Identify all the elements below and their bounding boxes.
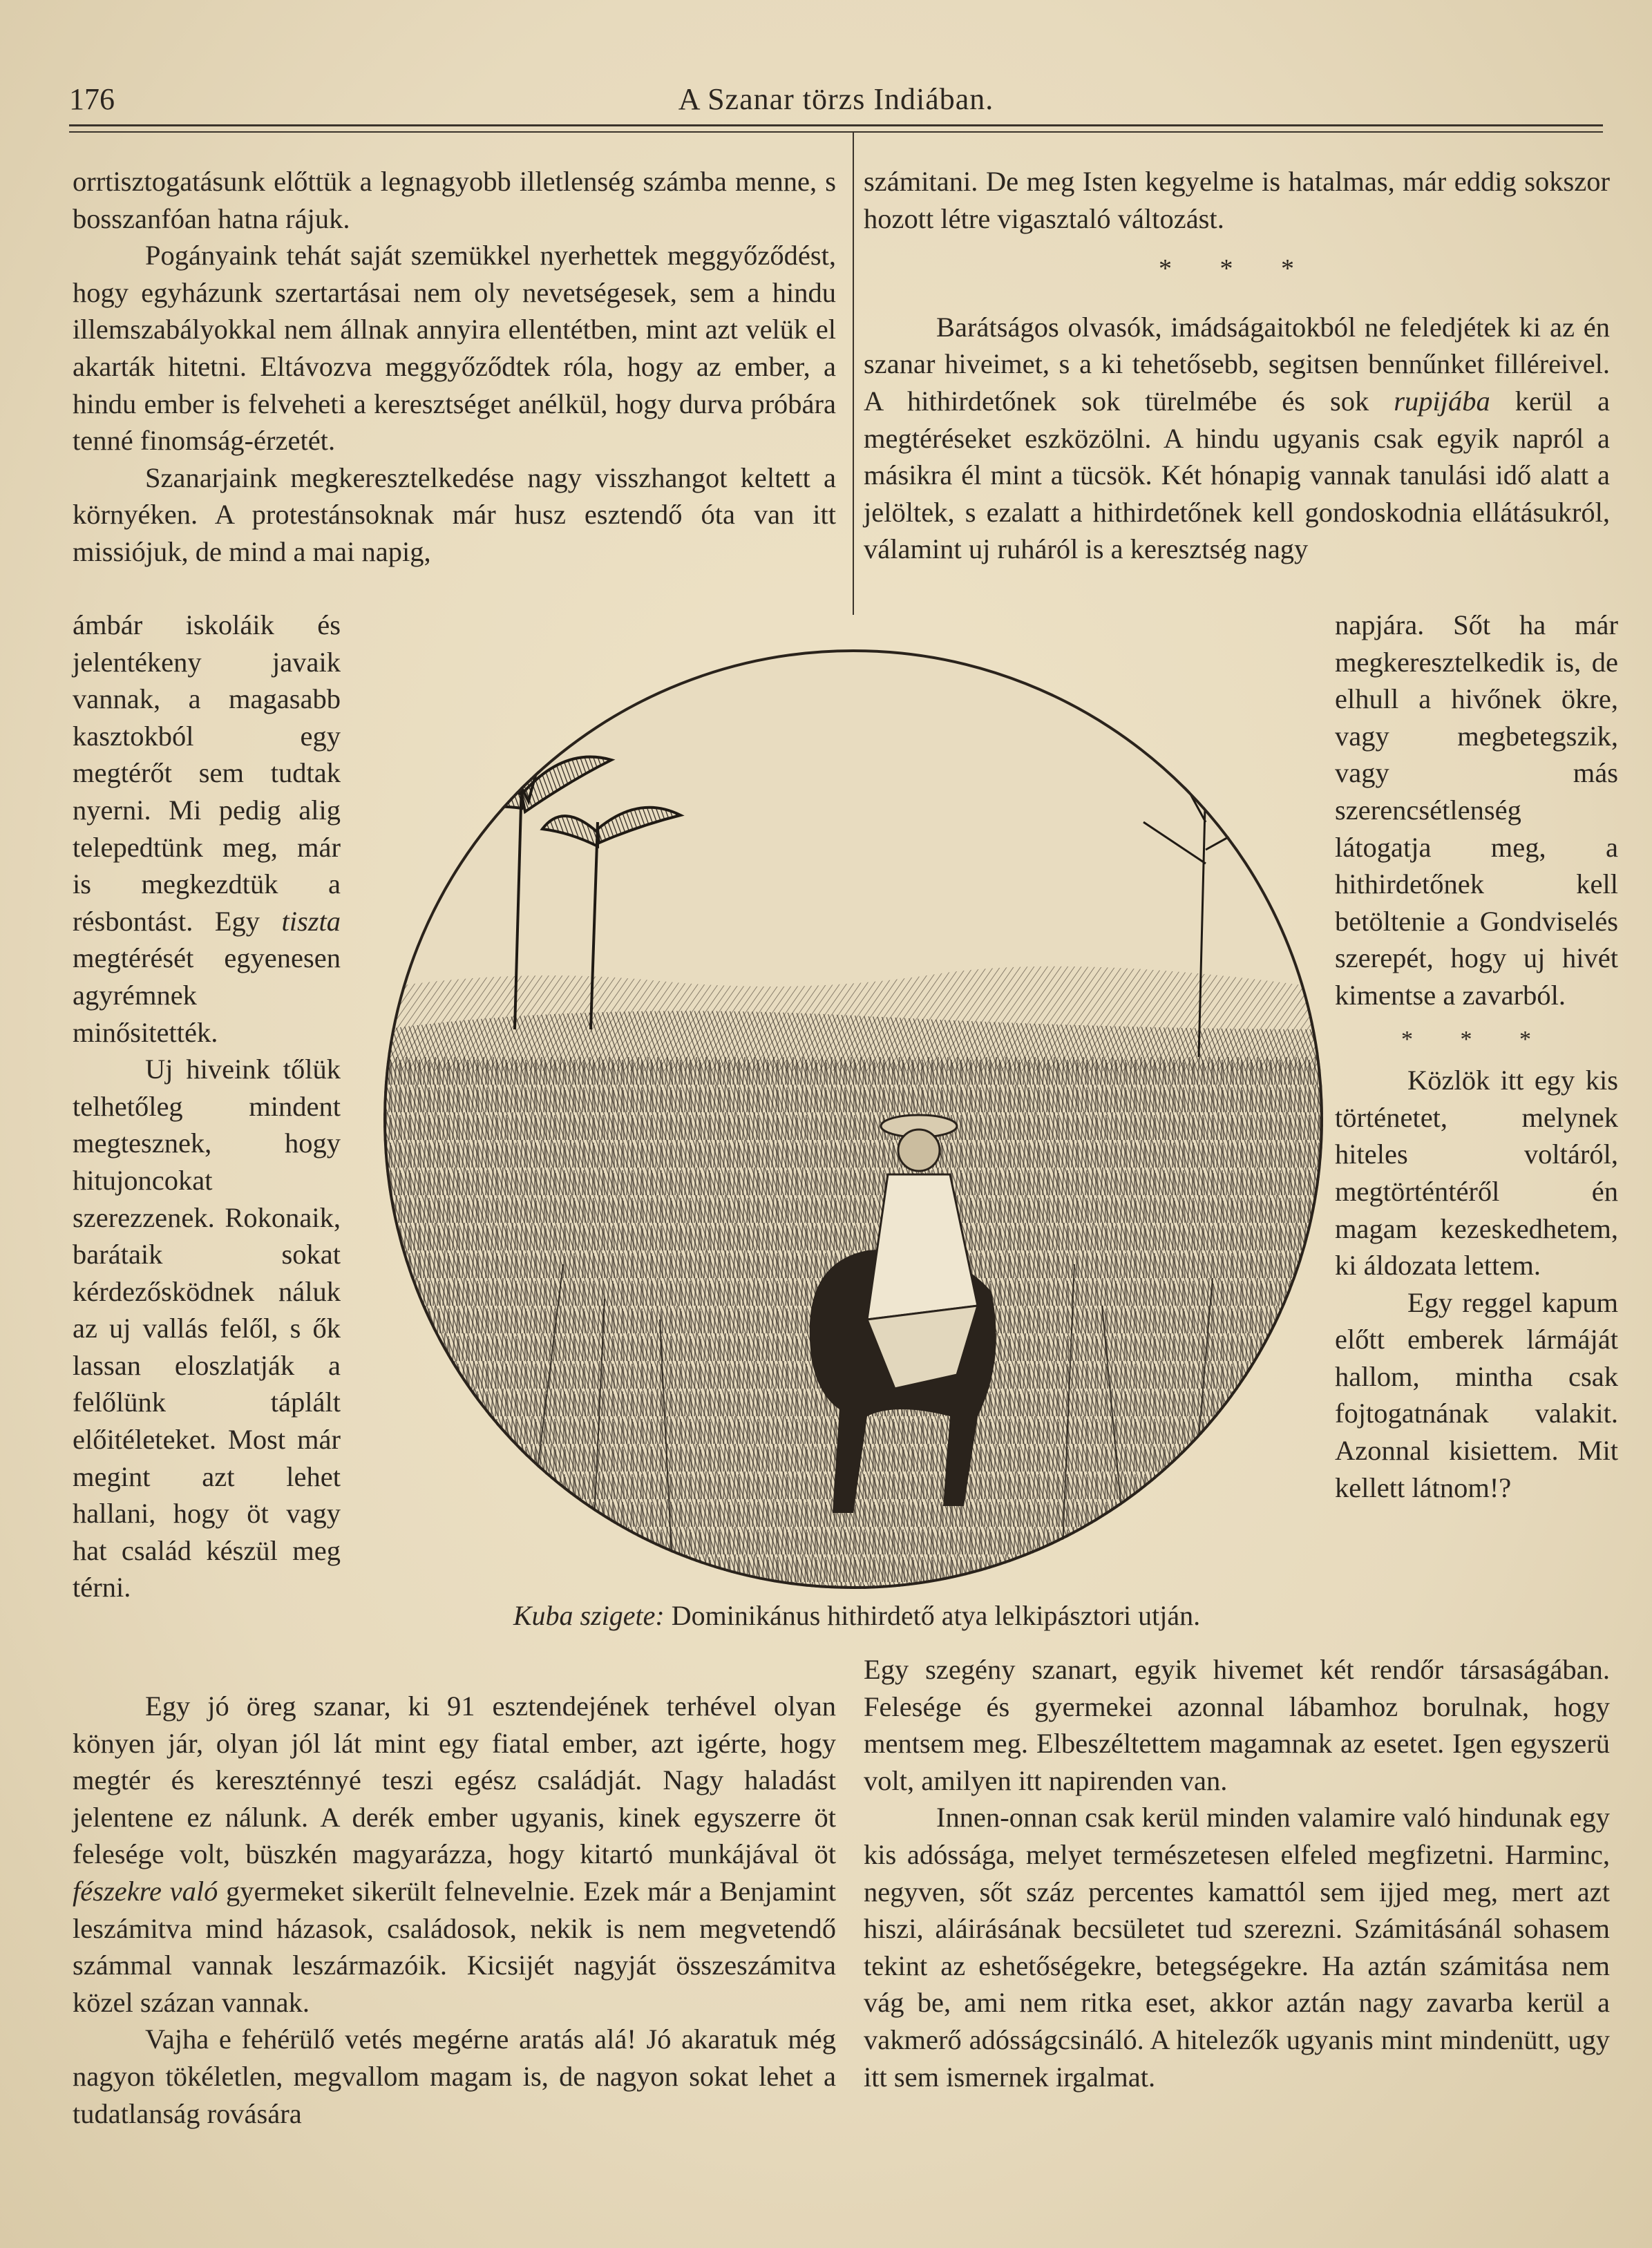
paragraph: Innen-onnan csak kerül minden valamire való hindunak egy kis adóssága, melyet természetesen elfeled megfizetni. Harminc, negyven, sőt száz percentes kamattól sem ijjed meg, mert azt hiszi, aláirásának becsületet tud szerezni. Számitásánál sohasem tekint az eshetőségekre, betegségekre. Ha aztán számitása nem vág be, ami nem ritka eset, akkor aztán nagy zavarba kerül a vakmerő adósságcsináló. A hitelezők ugyanis mint mindenütt, ugy itt sem ismernek irgalmat. <box>864 1802 1610 2093</box>
figure-caption <box>373 1599 1340 1632</box>
paragraph: Uj hiveink tőlük telhetőleg mindent megtesznek, hogy hitujoncokat szerezzenek. Rokonaik, barátaik sokat kérdezősködnek náluk az uj vallás felől, s ők lassan eloszlatják a felőlünk táplált előitéleteket. Most már megint azt lehet hallani, hogy öt vagy hat család készül meg térni. <box>73 1054 341 1603</box>
right-column-narrow <box>1335 607 1618 1506</box>
text-run: kerül a megtéréseket eszközölni. A hindu ugyanis csak egyik napról a másikra él mint a tücsök. Két hónapig vannak tanulási idő alatt a jelöltek, s ezalatt a hithirdetőnek kell gondoskodnia ellátásukról, válamint uj ruháról is a keresztség nagy <box>864 385 1610 565</box>
section-stars: * * * <box>1401 1026 1552 1052</box>
paragraph: Pogányaink tehát saját szemükkel nyerhettek meggyőződést, hogy egyházunk szertartásai nem oly nevetségesek, sem a hindu illemszabályokkal nem állnak annyira ellentétben, mint azt velük el akarták hitetni. Eltávozva meggyőződtek róla, hogy az ember, a hindu ember is felveheti a keresztséget anélkül, hogy durva próbára tenné finomság-érzetét. <box>73 240 836 457</box>
paragraph: Egy reggel kapum előtt emberek lármáját hallom, mintha csak fojtogatnának valakit. Azonnal kisiettem. Mit kellett látnom!? <box>1335 1286 1618 1503</box>
header-rule-thin <box>69 131 1603 133</box>
right-column-top <box>864 163 1610 568</box>
text-run: gyermeket sikerült felnevelnie. Ezek már a Benjamint leszámitva mind házasok, családosok, nekik is nem megvetendő számmal vannak leszármazóik. Kicsijét nagyját összeszámitva közel százan vannak. <box>73 1875 836 2018</box>
paragraph: napjára. Sőt ha már megkeresztelkedik is, de elhull a hivőnek ökre, vagy megbetegszik, vagy más szerencsétlenség látogatja meg, a hithirdetőnek kell betöltenie a Gondviselés szerepét, hogy uj hivét kimentse a zavarból. <box>1335 609 1618 1011</box>
right-column-bottom <box>864 1651 1610 2095</box>
left-column-bottom <box>73 1688 836 2132</box>
caption-text: Dominikánus hithirdető atya lelkipásztori utján. <box>671 1600 1201 1631</box>
emphasis: fészekre való <box>73 1875 218 1907</box>
paragraph: Vajha e fehérülő vetés megérne aratás alá! Jó akaratuk még nagyon tökéletlen, megvallom magam is, de nagyon sokat lehet a tudatlanság rovására <box>73 2023 836 2129</box>
section-stars: * * * <box>1159 254 1315 284</box>
paragraph: Egy szegény szanart, egyik hivemet két rendőr társaságában. Felesége és gyermekei azonnal lábamhoz borulnak, hogy mentsem meg. Elbeszéltettem magamnak az esetet. Igen egyszerü volt, amilyen itt napirenden van. <box>864 1654 1610 1796</box>
engraving-image <box>383 642 1323 1596</box>
text-run: ámbár iskoláik és jelentékeny javaik vannak, a magasabb kasztokból egy megtérőt sem tudtak nyerni. Mi pedig alig telepedtünk meg, már is megkezdtük a résbontást. Egy <box>73 609 341 937</box>
column-divider <box>853 131 854 615</box>
emphasis: tiszta <box>281 905 341 937</box>
running-title: A Szanar törzs Indiában. <box>678 82 994 116</box>
paragraph <box>864 309 1610 568</box>
header-rule <box>69 124 1603 126</box>
left-column-top <box>73 163 836 571</box>
page-header <box>69 82 1603 130</box>
paragraph <box>73 607 341 1051</box>
caption-place: Kuba szigete: <box>513 1600 665 1631</box>
paragraph: számitani. De meg Isten kegyelme is hatalmas, már eddig sokszor hozott létre vigasztaló változást. <box>864 166 1610 234</box>
text-run: Egy jó öreg szanar, ki 91 esztendejének terhével olyan könyen jár, olyan jól lát mint egy fiatal ember, azt igérte, hogy megtér és kereszténnyé teszi egész családját. Nagy haladást jelentene ez nálunk. A derék ember ugyanis, kinek egyszerre öt felesége volt, büszkén magyarázza, hogy kitartó munkájával öt <box>73 1690 836 1870</box>
paragraph: orrtisztogatásunk előttük a legnagyobb illetlenség számba menne, s bosszanfóan hatna rájuk. <box>73 166 836 234</box>
left-column-narrow <box>73 607 341 1606</box>
text-run: megtérését egyenesen agyrémnek minősitették. <box>73 942 341 1048</box>
illustration <box>383 642 1323 1596</box>
paragraph <box>73 1688 836 2021</box>
paragraph: Szanarjaink megkeresztelkedése nagy visszhangot keltett a környéken. A protestánsoknak már husz esztendő óta van itt missiójuk, de mind a mai napig, <box>73 461 836 567</box>
emphasis: rupijába <box>1394 385 1490 417</box>
text-run: Barátságos olvasók, imádságaitokból ne feledjétek ki az én szanar hiveimet, s a ki tehetősebb, segitsen bennűnket filléreivel. A hithirdetőnek sok türelmébe és sok <box>864 311 1610 417</box>
paragraph: Közlök itt egy kis történetet, melynek hiteles voltáról, megtörténtéről én magam kezeskedhetem, ki áldozata lettem. <box>1335 1065 1618 1282</box>
page-number: 176 <box>69 82 115 116</box>
